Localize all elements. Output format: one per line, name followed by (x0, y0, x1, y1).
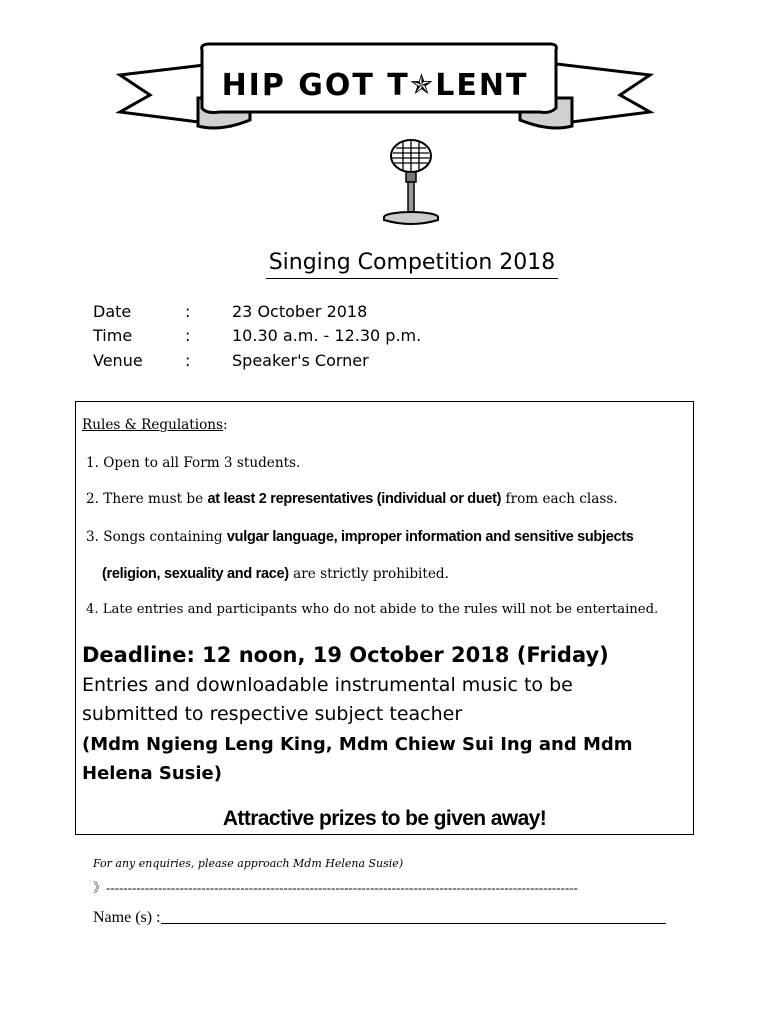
banner-title: HIP GOT T✯LENT (221, 68, 529, 103)
star-icon: ✯ (409, 68, 436, 101)
time-value: 10.30 a.m. - 12.30 p.m. (232, 326, 422, 345)
rule-2: 2. There must be at least 2 representatives (individual or duet) from each class. (86, 491, 618, 507)
deadline: Deadline: 12 noon, 19 October 2018 (Friday) (82, 643, 609, 667)
venue-value: Speaker's Corner (232, 351, 369, 370)
enquiry-note: For any enquiries, please approach Mdm Helena Susie) (93, 857, 404, 870)
time-label: Time (93, 326, 133, 345)
competition-title: Singing Competition 2018 (266, 248, 558, 279)
date-label: Date (93, 302, 132, 321)
venue-label: Venue (93, 351, 143, 370)
rule-4: 4. Late entries and participants who do not abide to the rules will not be entertained. (86, 602, 659, 617)
rule-3: 3. Songs containing vulgar language, improper information and sensitive subjects (86, 529, 634, 545)
rules-heading: Rules & Regulations: (82, 417, 228, 433)
cut-line: 》------------------------------------------------------------------------------------------------------------- (93, 880, 578, 895)
venue-colon: : (185, 351, 191, 370)
rule-3-continued: (religion, sexuality and race) are strictly prohibited. (102, 566, 449, 582)
name-field-row (93, 906, 666, 930)
rule-1: 1. Open to all Form 3 students. (86, 455, 301, 471)
time-colon: : (185, 326, 191, 345)
teachers-line-1: (Mdm Ngieng Leng King, Mdm Chiew Sui Ing and Mdm (82, 734, 633, 755)
prizes-note: Attractive prizes to be given away! (222, 807, 547, 830)
entries-line-1: Entries and downloadable instrumental music to be (82, 674, 573, 696)
microphone-icon (378, 138, 444, 226)
name-blank-line[interactable] (161, 906, 666, 924)
entries-line-2: submitted to respective subject teacher (82, 703, 463, 725)
date-colon: : (185, 302, 191, 321)
teachers-line-2: Helena Susie) (82, 763, 222, 784)
name-label: Name (s) : (93, 909, 161, 926)
date-value: 23 October 2018 (232, 302, 368, 321)
